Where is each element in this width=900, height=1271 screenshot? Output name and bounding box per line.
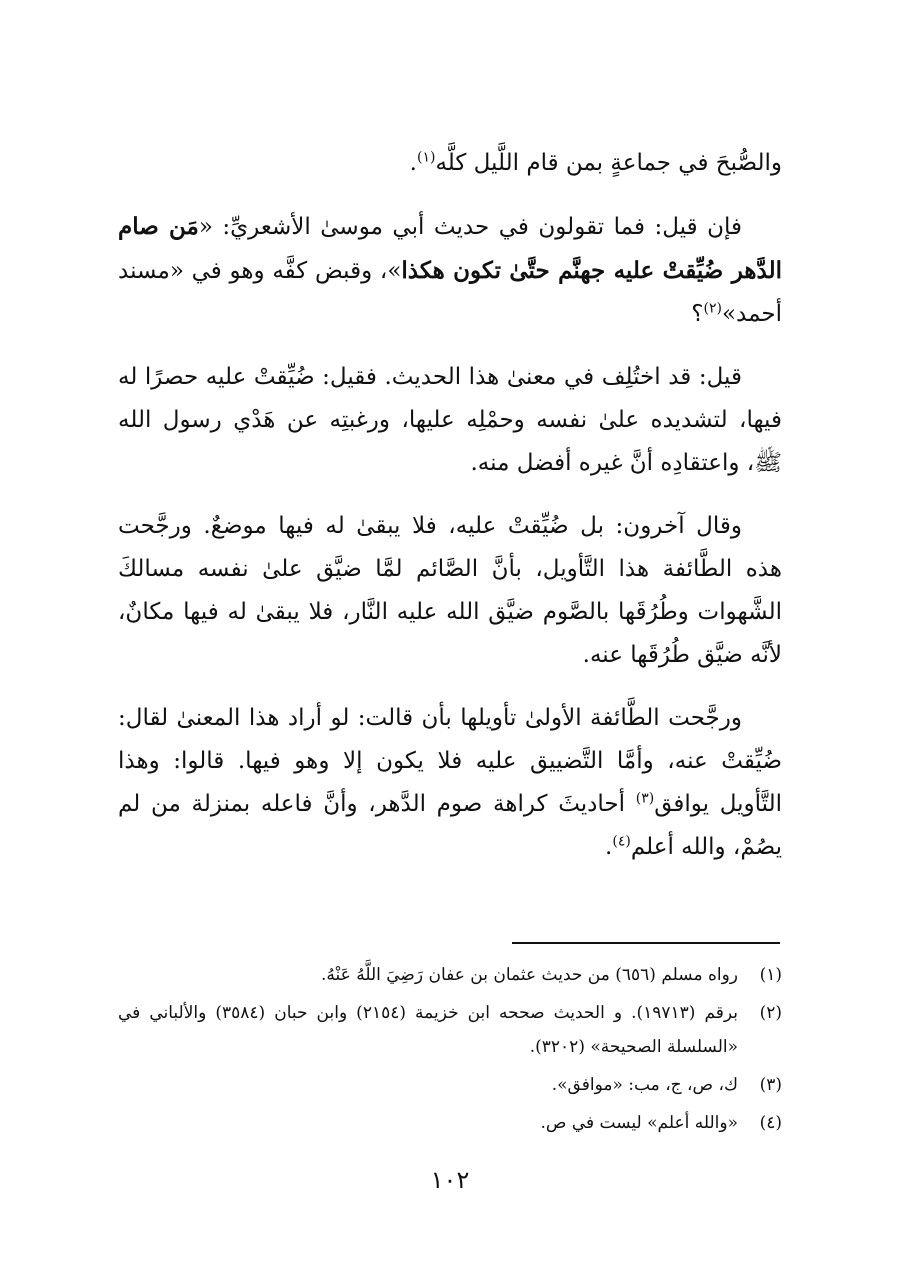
main-text bbox=[118, 142, 782, 889]
footnote-text: «والله أعلم» ليست في ص. bbox=[540, 1113, 738, 1133]
hadith-quote: مَن صام الدَّهر ضُيِّقتْ عليه جهنَّم حتَّىٰ تكون هكذا bbox=[118, 213, 783, 284]
footnote-item bbox=[118, 1106, 782, 1140]
footnote-ref-3[interactable]: (٣) bbox=[635, 790, 655, 807]
paragraph-5: ورجَّحت الطَّائفة الأولىٰ تأويلها بأن قالت: لو أراد هذا المعنىٰ لقال: ضُيِّقتْ عنه، وأمَّا التَّضييق عليه فلا يكون إلا وهو فيها. قالوا: وهذا التَّأويل يوافق$^{(٣)}$ أحاديثَ كراهة صوم الدَّهر، وأنَّ فاعله بمنزلة من لم يصُمْ، والله أعلم$^{(٤)}$. bbox=[118, 705, 782, 860]
footnote-number: (١) bbox=[759, 965, 782, 985]
footnote-text: ك، ص، ج، مب: «موافق». bbox=[551, 1075, 738, 1095]
footnote-text: رواه مسلم (٦٥٦) من حديث عثمان بن عفان رَضِيَ اللَّهُ عَنْهُ. bbox=[321, 965, 738, 985]
paragraph-2: فإن قيل: فما تقولون في حديث أبي موسىٰ الأشعريِّ: «مَن صام الدَّهر ضُيِّقتْ عليه جهنَّم حتَّىٰ تكون هكذا»، وقبض كفَّه وهو في «مسند أحمد»$^{(٢)}$؟ bbox=[118, 213, 783, 327]
footnote-number: (٤) bbox=[759, 1113, 782, 1133]
footnote-ref-2[interactable]: (٢) bbox=[703, 300, 722, 317]
footnotes bbox=[118, 958, 782, 1144]
footnote-item bbox=[118, 958, 782, 992]
paragraph-1: والصُّبحَ في جماعةٍ بمن قام اللَّيل كلَّه$^{(١)}$. bbox=[409, 149, 782, 176]
footnote-number: (٢) bbox=[759, 1003, 782, 1023]
footnote-text: برقم (١٩٧١٣). و الحديث صححه ابن خزيمة (٢١٥٤) وابن حبان (٣٥٨٤) والألباني في «السلسلة الصحيحة» (٣٢٠٢). bbox=[118, 1003, 738, 1057]
page-number: ١٠٢ bbox=[430, 1166, 470, 1194]
footnote-item bbox=[118, 996, 782, 1064]
footnote-item bbox=[118, 1068, 782, 1102]
paragraph-4: وقال آخرون: بل ضُيِّقتْ عليه، فلا يبقىٰ له فيها موضعٌ. ورجَّحت هذه الطَّائفة هذا التَّأويل، بأنَّ الصَّائم لمَّا ضيَّق علىٰ نفسه مسالكَ الشَّهوات وطُرُقَها بالصَّوم ضيَّق الله عليه النَّار، فلا يبقىٰ له فيها مكانٌ، لأنَّه ضيَّق طُرُقَها عنه. bbox=[118, 513, 782, 668]
footnote-number: (٣) bbox=[759, 1075, 782, 1095]
footnote-ref-1[interactable]: (١) bbox=[416, 149, 436, 166]
footnote-divider bbox=[512, 942, 780, 944]
footnote-ref-4[interactable]: (٤) bbox=[612, 833, 631, 850]
paragraph-3: قيل: قد اختُلِف في معنىٰ هذا الحديث. فقيل: ضُيِّقتْ عليه حصرًا له فيها، لتشديده علىٰ نفسه وحمْلِه عليها، ورغبتِه عن هَدْي رسول الله ﷺ، واعتقادِه أنَّ غيره أفضل منه. bbox=[118, 364, 782, 476]
